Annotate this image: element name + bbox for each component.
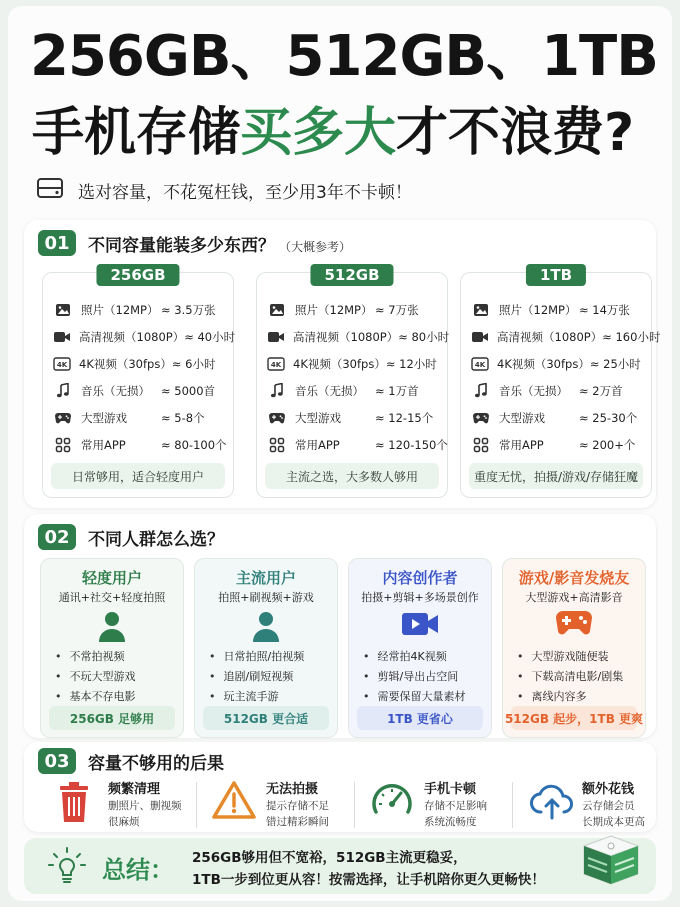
persona-trait: • 不常拍视频 [55,647,177,667]
capacity-row-value: ≈ 25-30个 [579,411,638,425]
consequence-item-1 [204,776,354,838]
4k-icon [267,357,285,371]
capacity-footer: 重度无忧，拍摄/游戏/存储狂魔 [469,463,643,489]
capacity-row-label: 常用APP [295,438,340,452]
capacity-row [53,353,227,375]
capacity-row [53,326,236,348]
persona-subtitle: 拍摄+剪辑+多场景创作 [361,591,479,604]
capacity-row [267,380,441,402]
capacity-footer: 日常够用，适合轻度用户 [51,463,225,489]
title-line2-highlight: 买多大 [240,103,397,163]
title-line1: 256GB、512GB、1TB [30,24,658,89]
capacity-row-value: ≈ 1万首 [375,384,419,398]
persona-trait: • 剪辑/导出占空间 [363,667,485,687]
summary-line2: 1TB一步到位更从容！按需选择，让手机陪你更久更畅快！ [192,872,545,888]
persona-traits [55,647,177,707]
capacity-row-label: 大型游戏 [499,411,545,425]
capacity-row-value: ≈ 6小时 [171,357,216,371]
capacity-row [267,326,450,348]
persona-card-2 [348,558,492,738]
capacity-row-value: ≈ 12-15个 [375,411,434,425]
persona-trait: • 玩主流手游 [209,687,331,707]
capacity-row [471,434,645,456]
persona-name: 主流用户 [235,569,296,587]
gamepad-icon [267,412,287,424]
persona-trait: • 下载高清电影/剧集 [517,667,639,687]
section3-title: 容量不够用的后果 [88,753,224,774]
section3-number: 03 [38,748,76,774]
capacity-row-label: 4K视频（30fps） [293,357,386,371]
capacity-row-label: 音乐（无损） [295,384,364,398]
capacity-row [53,299,227,321]
persona-card-3 [502,558,646,738]
capacity-row [53,380,227,402]
consequence-title: 手机卡顿 [424,782,477,797]
cloud-upload-icon [528,780,576,824]
capacity-row [471,326,661,348]
capacity-tag: 256GB [96,264,179,286]
user-icon [95,609,129,647]
capacity-row-value: ≈ 160小时 [602,330,661,344]
persona-trait: • 需要保留大量素材 [363,687,485,707]
capacity-footer: 主流之选，大多数人够用 [265,463,439,489]
svg-text:4K: 4K [270,361,282,369]
section2-title: 不同人群怎么选？ [88,529,224,550]
persona-subtitle: 大型游戏+高清影音 [525,591,623,604]
persona-recommendation: 256GB 足够用 [49,706,175,730]
consequence-desc: 系统流畅度 [424,816,477,828]
capacity-row [267,434,448,456]
consequence-title: 额外花钱 [582,782,635,797]
infographic-page [8,6,672,901]
capacity-row-value: ≈ 3.5万张 [161,303,216,317]
section1-header [38,230,351,256]
capacity-row-value: ≈ 80-100个 [161,438,227,452]
capacity-row-value: ≈ 200+个 [579,438,636,452]
storage-box-icon [578,824,644,892]
capacity-row [53,434,227,456]
divider [512,782,513,828]
consequence-title: 频繁清理 [108,782,161,797]
persona-trait: • 不玩大型游戏 [55,667,177,687]
summary-bar [24,838,656,894]
section1-title-text: 不同容量能装多少东西？ [88,235,275,256]
capacity-row-value: ≈ 25小时 [589,357,641,371]
capacity-row-value: ≈ 14万张 [579,303,630,317]
svg-text:4K: 4K [56,361,68,369]
persona-card-0 [40,558,184,738]
persona-traits [363,647,485,707]
video-camera-icon [471,331,489,343]
divider [196,782,197,828]
consequence-desc: 存储不足影响 [424,800,487,812]
consequence-desc: 长期成本更高 [582,816,645,828]
4k-icon [53,357,71,371]
video-camera-icon [53,331,71,343]
capacity-column-1 [256,266,450,498]
persona-trait: • 经常拍4K视频 [363,647,485,667]
music-note-icon [267,383,287,399]
capacity-row-label: 照片（12MP） [295,303,373,317]
section1-title [88,231,351,256]
capacity-row-value: ≈ 12小时 [385,357,437,371]
gamepad-icon [471,412,491,424]
warning-icon [212,780,256,824]
persona-traits [209,647,331,707]
video-camera-icon [400,609,440,643]
photo-icon [53,303,73,317]
persona-subtitle: 拍照+刷视频+游戏 [218,591,314,604]
capacity-row [471,353,645,375]
capacity-row-label: 常用APP [81,438,126,452]
summary-label: 总结： [102,856,174,884]
capacity-row-value: ≈ 80小时 [398,330,450,344]
consequence-desc: 很麻烦 [108,816,140,828]
persona-trait: • 日常拍照/拍视频 [209,647,331,667]
capacity-row-label: 大型游戏 [81,411,127,425]
capacity-row-value: ≈ 120-150个 [375,438,448,452]
section2-number: 02 [38,524,76,550]
consequence-desc: 删照片、删视频 [108,800,182,812]
speedometer-icon [370,780,414,824]
section-personas [24,514,656,738]
trash-icon [54,780,94,828]
capacity-row-value: ≈ 5000首 [161,384,216,398]
capacity-row [53,407,227,429]
capacity-tag: 1TB [526,264,586,286]
persona-recommendation: 1TB 更省心 [357,706,483,730]
apps-grid-icon [471,437,491,453]
persona-name: 内容创作者 [382,569,458,587]
capacity-row-label: 常用APP [499,438,544,452]
photo-icon [267,303,287,317]
music-note-icon [471,383,491,399]
persona-traits [517,647,639,707]
capacity-row-value: ≈ 7万张 [375,303,419,317]
capacity-row-label: 高清视频（1080P） [79,330,185,344]
capacity-row-label: 大型游戏 [295,411,341,425]
subtitle-text: 选对容量，不花冤枉钱，至少用3年不卡顿！ [78,182,412,203]
capacity-row-label: 照片（12MP） [499,303,577,317]
consequence-desc: 错过精彩瞬间 [266,816,329,828]
capacity-row-label: 照片（12MP） [81,303,159,317]
capacity-row-value: ≈ 40小时 [184,330,236,344]
capacity-row [471,380,645,402]
svg-text:4K: 4K [474,361,486,369]
persona-card-1 [194,558,338,738]
persona-trait: • 离线内容多 [517,687,639,707]
section3-header [38,748,224,774]
capacity-tag: 512GB [310,264,393,286]
consequence-desc: 云存储会员 [582,800,635,812]
persona-recommendation: 512GB 更合适 [203,706,329,730]
consequence-desc: 提示存储不足 [266,800,329,812]
capacity-row-label: 4K视频（30fps） [497,357,590,371]
4k-icon [471,357,489,371]
section-consequences [24,742,656,832]
apps-grid-icon [267,437,287,453]
photo-icon [471,303,491,317]
gamepad-icon [554,609,594,641]
capacity-row-value: ≈ 2万首 [579,384,623,398]
capacity-row-label: 高清视频（1080P） [497,330,603,344]
persona-trait: • 大型游戏随便装 [517,647,639,667]
section1-number: 01 [38,230,76,256]
capacity-row [267,407,441,429]
consequence-item-0 [46,776,196,838]
capacity-row-label: 4K视频（30fps） [79,357,172,371]
capacity-row [471,407,645,429]
capacity-row-label: 高清视频（1080P） [293,330,399,344]
capacity-row [267,299,441,321]
apps-grid-icon [53,437,73,453]
section2-header [38,524,224,550]
persona-trait: • 基本不存电影 [55,687,177,707]
capacity-column-2 [460,266,661,498]
lightbulb-icon [46,846,88,890]
gamepad-icon [53,412,73,424]
hard-drive-icon [36,176,64,204]
capacity-row-value: ≈ 5-8个 [161,411,205,425]
persona-trait: • 追剧/刷短视频 [209,667,331,687]
subtitle-row [36,176,412,204]
title-line2-post: 才不浪费? [396,103,635,163]
persona-name: 轻度用户 [81,569,142,587]
video-camera-icon [267,331,285,343]
user-icon [249,609,283,647]
summary-line1: 256GB够用但不宽裕，512GB主流更稳妥， [192,850,467,866]
persona-subtitle: 通讯+社交+轻度拍照 [58,591,166,604]
capacity-column-0 [42,266,236,498]
capacity-row [471,299,645,321]
title-line2 [32,100,652,166]
title-line2-pre: 手机存储 [32,103,241,163]
divider [354,782,355,828]
persona-recommendation: 512GB 起步，1TB 更爽 [511,706,637,730]
capacity-row-label: 音乐（无损） [81,384,150,398]
music-note-icon [53,383,73,399]
capacity-row-label: 音乐（无损） [499,384,568,398]
section-capacity [24,220,661,508]
section1-note: （大概参考） [279,239,352,254]
consequence-item-2 [362,776,512,838]
capacity-row [267,353,441,375]
persona-name: 游戏/影音发烧友 [518,569,630,587]
consequence-title: 无法拍摄 [266,782,319,797]
